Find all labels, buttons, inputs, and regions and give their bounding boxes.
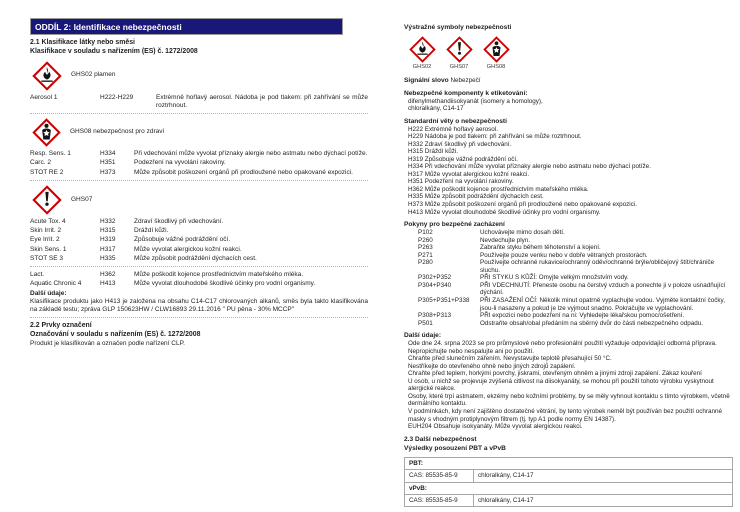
s21-subtitle: Klasifikace v souladu s nařízením (ES) č. 1272/2008 [30, 47, 198, 55]
p-statement-row [404, 282, 733, 297]
s22-text: Produkt je klasifikován a označen podle nařízení CLP. [30, 339, 185, 347]
separator [30, 113, 368, 114]
ghs08-label: GHS08 nebezpečnost pro zdraví [70, 128, 165, 136]
table-row [405, 470, 733, 482]
cas-number-cell: CAS: 85535-85-9 [405, 494, 474, 506]
signal-word-line [404, 77, 733, 85]
p-code: P308+P313 [418, 312, 452, 320]
p-text: Zabraňte styku během těhotenství a kojení. [480, 244, 601, 252]
h-statement: H229 Nádoba je pod tlakem: při zahřívání se může roztrhnout. [408, 133, 582, 141]
symbols-title: Výstražné symboly nebezpečnosti [404, 24, 512, 31]
hazard-statement: Extrémně hořlavý aerosol. Nádoba je pod tlakem: při zahřívání se může roztrhnout. [156, 93, 368, 109]
more-info-label: Další údaje: [30, 289, 67, 297]
h-statements-title: Standardní věty o nebezpečnosti [404, 117, 507, 125]
ghs02-block [32, 61, 368, 91]
pictogram-cell [406, 36, 438, 71]
s23-title: 2.3 Další nebezpečnost [404, 435, 477, 443]
hazard-statement: Při vdechování může vyvolat příznaky alergie nebo astmatu nebo dýchací potíže. [134, 150, 368, 158]
p-code: P501 [418, 319, 433, 327]
p-text: PŘI VDECHNUTÍ: Přeneste osobu na čerstvý vzduch a ponechte ji v poloze usnadňující dýchání. [480, 281, 726, 297]
h-statement: H335 Může způsobit podráždění dýchacích cest. [408, 193, 544, 201]
hazard-class: STOT RE 2 [30, 168, 64, 176]
hazard-statement: Zdraví škodlivý při vdechování. [134, 217, 224, 225]
h-code: H413 [100, 280, 116, 288]
signal-word-label: Signální slovo [404, 76, 449, 84]
ghs07-label: GHS07 [71, 195, 93, 203]
h-code: H222-H229 [100, 93, 134, 101]
separator [30, 317, 368, 318]
component-line: difenylmethandiisokyanát (isomery a homology), [408, 97, 543, 105]
pictogram-code: GHS07 [449, 63, 469, 70]
additional-info-label: Další údaje: [404, 332, 442, 340]
classification-row [30, 150, 368, 158]
right-column [404, 24, 733, 507]
section-2-header: ODDÍL 2: Identifikace nebezpečnosti [30, 18, 343, 35]
hazard-class: STOT SE 3 [30, 254, 63, 262]
classification-row [30, 280, 368, 288]
p-code: P302+P352 [418, 274, 452, 282]
pbt-vpvb-table [404, 457, 733, 506]
additional-line: Chraňte před slunečním zářením. Nevystavujte teplotě přesahující 50 °C. [408, 355, 612, 363]
p-code: P305+P351+P338 [418, 296, 470, 304]
separator [30, 180, 368, 181]
classification-row [30, 227, 368, 235]
p-text: Používejte ochranné rukavice/ochranný oděv/ochranné brýle/obličejový štít/chrániče sluchu. [480, 259, 715, 274]
h-statement: H222 Extrémně hořlavý aerosol. [408, 125, 498, 133]
pbt-header-cell: PBT: [405, 458, 733, 470]
classification-row [30, 246, 368, 254]
additional-line: EUH204 Obsahuje isokyanáty. Může vyvolat alergickou reakci. [408, 423, 583, 431]
pictogram-cell [443, 36, 475, 71]
hazard-class: Skin Irrit. 2 [30, 227, 62, 235]
classification-row [30, 236, 368, 244]
h-code: H373 [100, 168, 116, 176]
hazard-class: Resp. Sens. 1 [30, 150, 71, 158]
hazard-class: Eye Irrit. 2 [30, 236, 60, 244]
p-statement-row [404, 229, 733, 237]
h-code: H332 [100, 217, 116, 225]
p-text: PŘI expozici nebo podezření na ni: Vyhledejte lékařskou pomoc/ošetření. [480, 312, 685, 320]
p-statement-row [404, 259, 733, 274]
table-row [405, 458, 733, 470]
vpvb-header-cell: vPvB: [405, 482, 733, 494]
hazard-class: Lact. [30, 271, 45, 279]
ghs08-health-hazard-icon [483, 36, 510, 63]
ghs02-flame-icon [32, 61, 62, 91]
p-code: P260 [418, 236, 433, 244]
classification-row [30, 159, 368, 167]
pictogram-code: GHS08 [486, 63, 506, 70]
hazard-statement: Může poškodit kojence prostřednictvím mateřského mléka. [134, 271, 304, 279]
hazard-statement: Podezření na vyvolání rakoviny. [134, 159, 226, 167]
label-pictograms [406, 36, 733, 71]
classification-row [30, 94, 368, 111]
h-statement: H413 Může vyvolat dlouhodobé škodlivé účinky pro vodní organismy. [408, 208, 601, 216]
h-statement: H362 Může poškodit kojence prostřednictvím mateřského mléka. [408, 185, 589, 193]
hazard-statement: Může způsobit podráždění dýchacích cest. [134, 254, 257, 262]
p-text: Uchovávejte mimo dosah dětí. [480, 229, 565, 237]
ghs08-block [32, 118, 368, 147]
pictogram-cell [480, 36, 512, 71]
classification-row [30, 218, 368, 226]
substance-cell: chloralkány, C14-17 [474, 470, 733, 482]
h-code: H317 [100, 245, 116, 253]
ghs02-flame-icon [409, 36, 436, 63]
p-text: Odstraňte obsah/obal předáním na sběrný dvůr do části nebezpečného odpadu. [480, 319, 703, 327]
additional-line: Osoby, které trpí astmatem, ekzémy nebo kožními problémy, by se měly vyhnout kontaktu s tímto výrobkem, včetně dermálního kontaktu. [408, 392, 730, 408]
hazard-statement: Může vyvolat alergickou kožní reakci. [134, 245, 242, 253]
table-row [405, 494, 733, 506]
p-text: Používejte pouze venku nebo v dobře větraných prostorách. [480, 251, 648, 259]
p-code: P271 [418, 251, 433, 259]
more-info-text: Klasifikace produktu jako H413 je založena na obsahu C14-C17 chlorovaných alkanů, směs byla takto klasifikována na základě testu; zpráva GLP 150623HW / CLW16893 29.11.2016 " PU pěna - 30% MCCP" [30, 297, 368, 314]
p-statement-row [404, 237, 733, 245]
p-text: PŘI ZASAŽENÍ OČÍ: Několik minut opatrně vyplachujte vodou. Vyjměte kontaktní čočky, jsou-li nasazeny a pokud je lze vyjmout snadno. Pokračujte ve vyplachování. [480, 296, 725, 312]
left-column [30, 18, 368, 348]
h-statement: H373 Může způsobit poškození orgánů při prodloužené nebo opakované expozici. [408, 201, 637, 209]
p-statements-title: Pokyny pro bezpečné zacházení [404, 221, 505, 229]
additional-line: Nepropichujte nebo nespalujte ani po použití. [408, 347, 535, 355]
cas-number-cell: CAS: 85535-85-9 [405, 470, 474, 482]
table-row [405, 482, 733, 494]
h-statement: H334 Při vdechování může vyvolat příznaky alergie nebo astmatu nebo dýchací potíže. [408, 163, 651, 171]
substance-cell: chloralkány, C14-17 [474, 494, 733, 506]
signal-word-value: Nebezpečí [450, 76, 481, 84]
hazard-class: Carc. 2 [30, 159, 51, 167]
h-statement: H317 Může vyvolat alergickou kožní reakci. [408, 170, 530, 178]
hazard-statement: Může způsobit poškození orgánů při prodloužené nebo opakované expozici. [134, 168, 353, 176]
ghs07-exclamation-icon [446, 36, 473, 63]
p-statement-row [404, 244, 733, 252]
ghs07-block [32, 185, 368, 215]
hazard-class: Aquatic Chronic 4 [30, 280, 82, 288]
p-statement-row [404, 252, 733, 260]
ghs07-exclamation-icon [32, 185, 62, 215]
pictogram-code: GHS02 [412, 63, 432, 70]
hazard-statement: Může vyvolat dlouhodobé škodlivé účinky pro vodní organismy. [134, 280, 316, 288]
h-code: H351 [100, 159, 116, 167]
p-code: P280 [418, 259, 433, 267]
additional-line: Nestříkejte do otevřeného ohně nebo jiných zdrojů zapálení. [408, 362, 576, 370]
h-code: H315 [100, 227, 116, 235]
ghs02-label: GHS02 plamen [71, 71, 116, 79]
hazard-class: Skin Sens. 1 [30, 245, 67, 253]
components-label: Nebezpečné komponenty k etiketování: [404, 89, 528, 97]
p-text: Nevdechujte plyn. [480, 236, 531, 244]
p-code: P102 [418, 229, 433, 237]
p-statement-row [404, 312, 733, 320]
component-line: chloralkány, C14-17 [408, 105, 464, 113]
p-code: P263 [418, 244, 433, 252]
p-code: P304+P340 [418, 281, 452, 289]
h-code: H335 [100, 254, 116, 262]
p-statement-row [404, 297, 733, 312]
additional-line: U osob, u nichž se projevuje zvýšená citlivost na diisokyanáty, se mohou při použití tohoto výrobku vyskytnout alergické reakce. [408, 377, 714, 393]
additional-line: V podmínkách, kdy není zajištěno dostatečné větrání, by tento výrobek neměl být používán bez použití ochranné masky s vhodným protiplynovým filtrem (tj. typ A1 podle normy EN 14387). [408, 407, 722, 423]
s22-title: 2.2 Prvky označení [30, 322, 92, 330]
s23-subtitle: Výsledky posouzení PBT a vPvB [404, 444, 506, 452]
classification-row [30, 271, 368, 279]
ghs08-health-hazard-icon [32, 118, 61, 147]
h-statement: H332 Zdraví škodlivý při vdechování. [408, 140, 512, 148]
additional-line: Ode dne 24. srpna 2023 se pro průmyslové nebo profesionální použití vyžaduje odpovídající odborná příprava. [408, 340, 717, 348]
p-statement-row [404, 274, 733, 282]
h-code: H334 [100, 150, 116, 158]
p-text: PŘI STYKU S KŮŽÍ: Omyjte velkým množstvím vody. [480, 274, 629, 282]
s21-title: 2.1 Klasifikace látky nebo směsi [30, 39, 135, 46]
hazard-statement: Dráždí kůži. [134, 227, 169, 235]
hazard-statement: Způsobuje vážné podráždění očí. [134, 236, 231, 244]
h-statement: H315 Dráždí kůži. [408, 148, 459, 156]
classification-row [30, 169, 368, 177]
hazard-class: Acute Tox. 4 [30, 217, 66, 225]
separator [30, 266, 368, 267]
additional-line: Chraňte před teplem, horkými povrchy, jiskrami, otevřeným ohněm a jinými zdroji zapálení. Zákaz kouření [408, 370, 702, 378]
h-statement: H351 Podezření na vyvolání rakoviny. [408, 178, 514, 186]
hazard-class: Aerosol 1 [30, 93, 58, 101]
h-code: H319 [100, 236, 116, 244]
s22-subtitle: Označování v souladu s nařízením (ES) č. 1272/2008 [30, 331, 201, 339]
h-code: H362 [100, 271, 116, 279]
classification-row [30, 255, 368, 263]
h-statement: H319 Způsobuje vážné podráždění očí. [408, 155, 518, 163]
p-statement-row [404, 320, 733, 328]
